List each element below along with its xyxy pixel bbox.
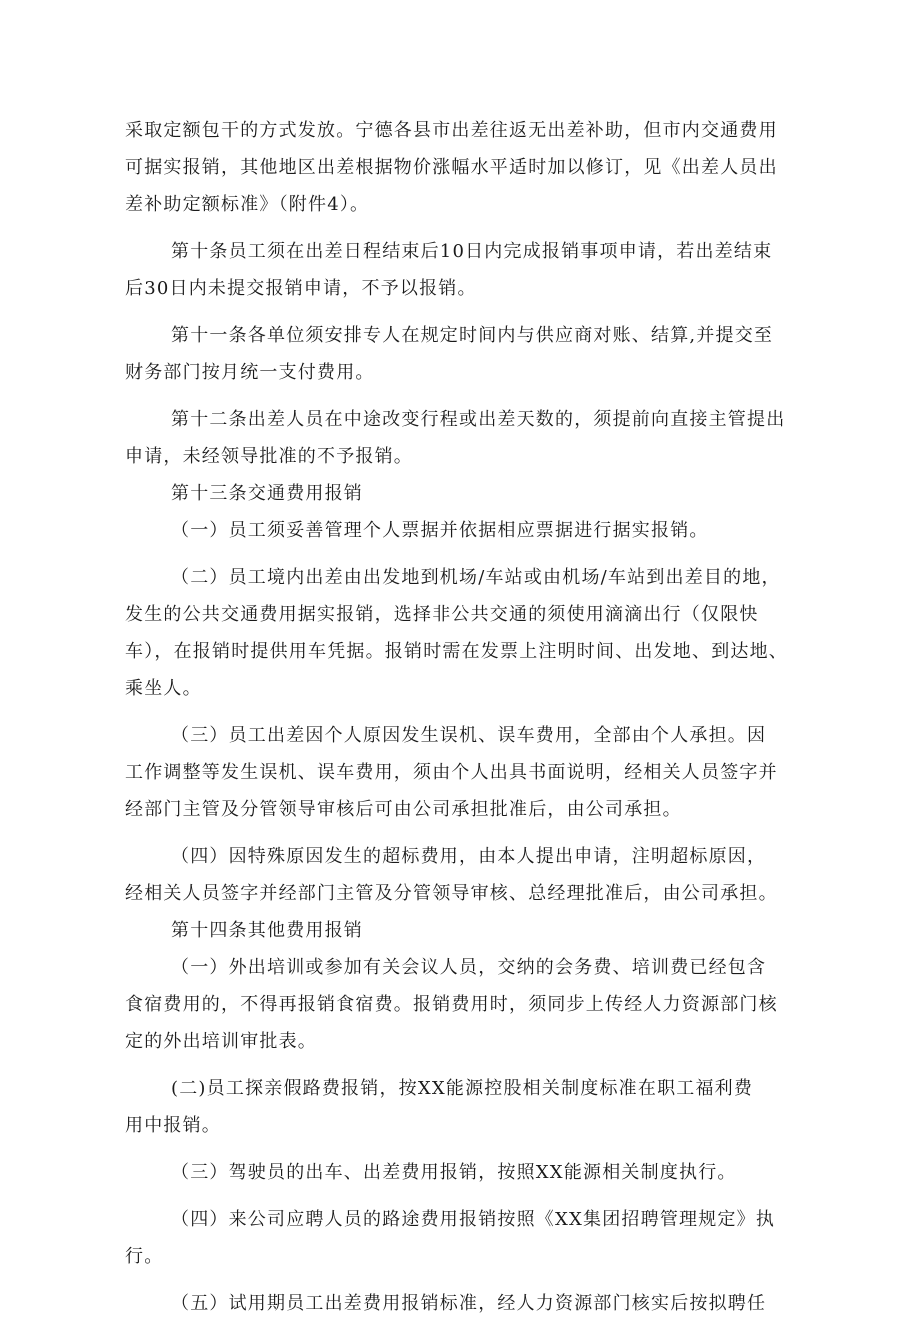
paragraph-first-line: （五）试用期员工出差费用报销标准，经人力资源部门核实后按拟聘任 <box>171 1293 767 1314</box>
paragraph-first-line: （四）来公司应聘人员的路途费用报销按照《XX集团招聘管理规定》执 <box>171 1209 776 1230</box>
section-heading: 第十三条交通费用报销 <box>171 483 363 504</box>
paragraph-first-line: （一）员工须妥善管理个人票据并依据相应票据进行据实报销。 <box>171 520 709 541</box>
text-line: 申请，未经领导批准的不予报销。 <box>125 446 413 467</box>
text-line: 可据实报销，其他地区出差根据物价涨幅水平适时加以修订，见《出差人员出 <box>125 157 778 178</box>
paragraph-first-line: 第十二条出差人员在中途改变行程或出差天数的，须提前向直接主管提出 <box>171 409 786 430</box>
paragraph-first-line: （二）员工境内出差由出发地到机场/车站或由机场/车站到出差目的地， <box>171 567 781 588</box>
text-line: 差补助定额标准》（附件4）。 <box>125 194 370 215</box>
text-line: 财务部门按月统一支付费用。 <box>125 362 375 383</box>
text-line: 经部门主管及分管领导审核后可由公司承担批准后，由公司承担。 <box>125 799 682 820</box>
section-heading: 第十四条其他费用报销 <box>171 920 363 941</box>
text-line: 行。 <box>125 1246 164 1267</box>
paragraph-first-line: (二)员工探亲假路费报销，按XX能源控股相关制度标准在职工福利费 <box>171 1078 754 1099</box>
paragraph-first-line: （四）因特殊原因发生的超标费用，由本人提出申请，注明超标原因， <box>171 846 767 867</box>
text-line: 定的外出培训审批表。 <box>125 1031 317 1052</box>
text-line: 用中报销。 <box>125 1115 221 1136</box>
text-line: 食宿费用的，不得再报销食宿费。报销费用时，须同步上传经人力资源部门核 <box>125 994 778 1015</box>
text-line: 发生的公共交通费用据实报销，选择非公共交通的须使用滴滴出行（仅限快 <box>125 604 759 625</box>
paragraph-first-line: （三）员工出差因个人原因发生误机、误车费用，全部由个人承担。因 <box>171 725 767 746</box>
paragraph-first-line: （一）外出培训或参加有关会议人员，交纳的会务费、培训费已经包含 <box>171 957 767 978</box>
text-line: 乘坐人。 <box>125 678 202 699</box>
text-line: 车），在报销时提供用车凭据。报销时需在发票上注明时间、出发地、到达地、 <box>125 641 788 662</box>
text-line: 采取定额包干的方式发放。宁德各县市出差往返无出差补助，但市内交通费用 <box>125 120 778 141</box>
text-line: 工作调整等发生误机、误车费用，须由个人出具书面说明，经相关人员签字并 <box>125 762 778 783</box>
paragraph-first-line: （三）驾驶员的出车、出差费用报销，按照XX能源相关制度执行。 <box>171 1162 737 1183</box>
paragraph-first-line: 第十一条各单位须安排专人在规定时间内与供应商对账、结算,并提交至 <box>171 325 774 346</box>
text-line: 后30日内未提交报销申请，不予以报销。 <box>125 278 477 299</box>
paragraph-first-line: 第十条员工须在出差日程结束后10日内完成报销事项申请，若出差结束 <box>171 241 773 262</box>
text-line: 经相关人员签字并经部门主管及分管领导审核、总经理批准后，由公司承担。 <box>125 883 778 904</box>
